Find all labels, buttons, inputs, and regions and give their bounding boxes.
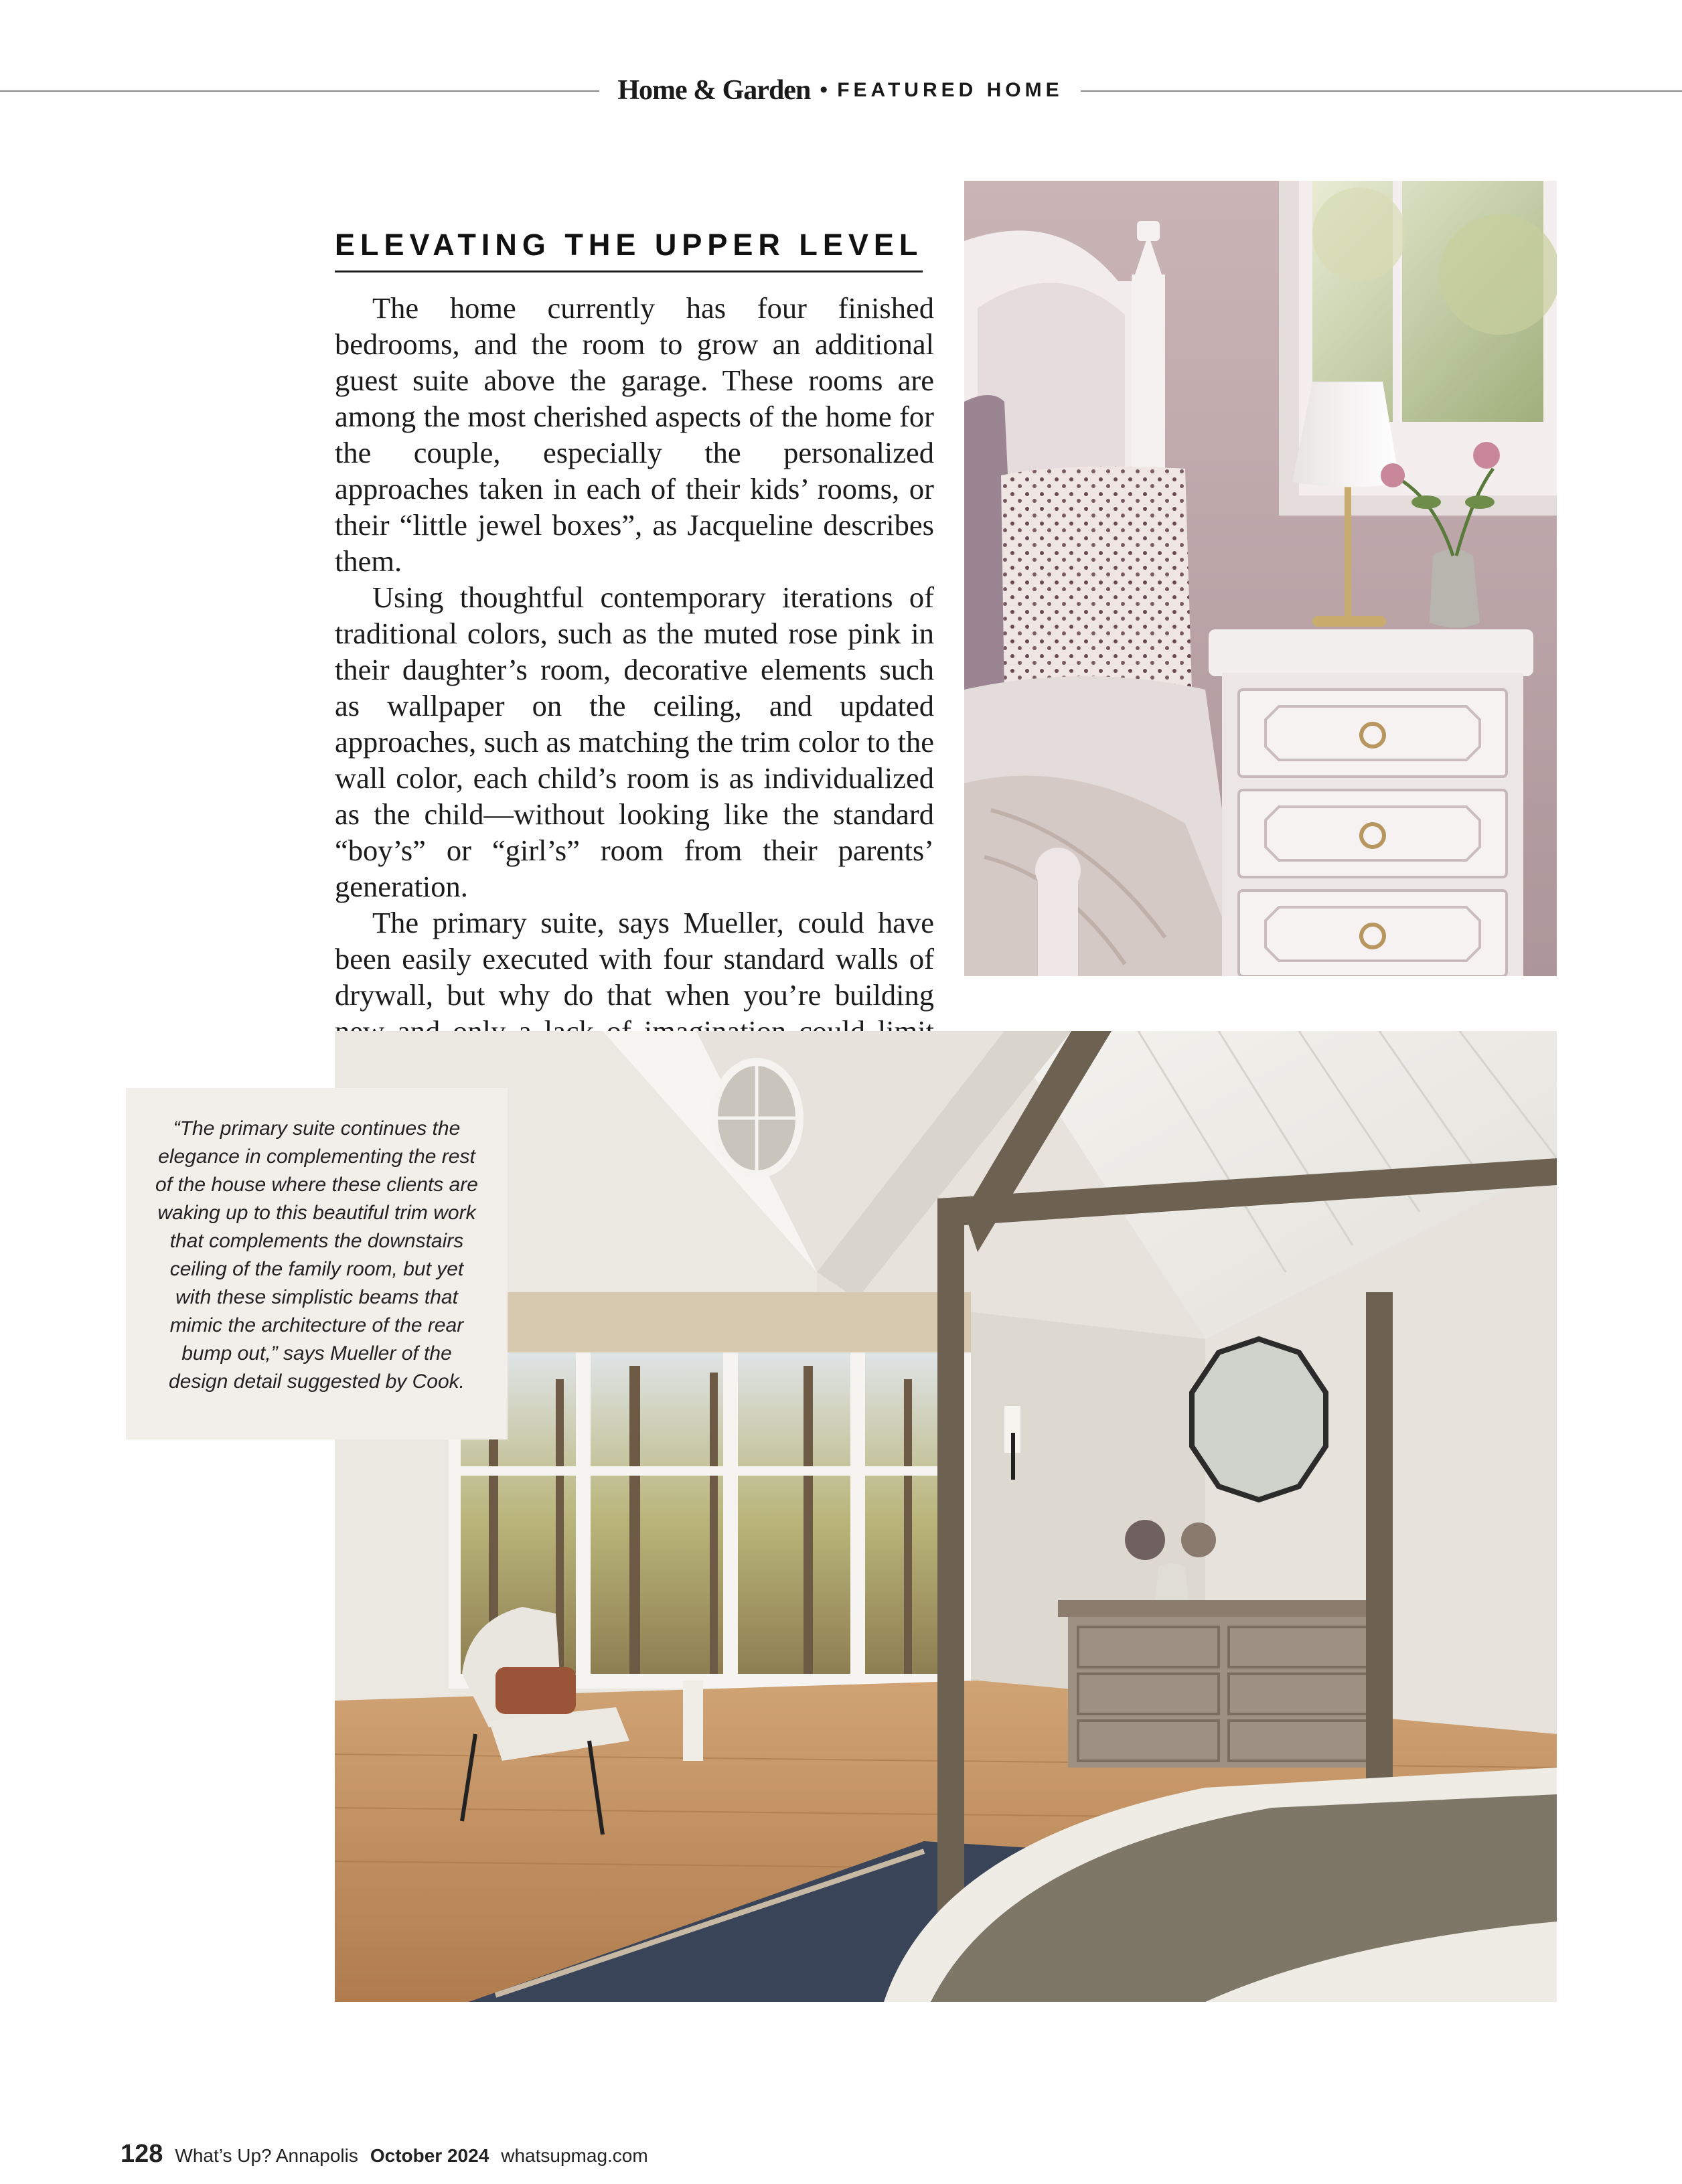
article-paragraph: The primary suite, says Mueller, could have been easily executed with four standard walls of drywall, but why do that when you’re building — [335, 906, 934, 1012]
header-rule-left — [0, 90, 599, 92]
page-number: 128 — [121, 2140, 163, 2168]
article-heading: ELEVATING THE UPPER LEVEL — [335, 228, 923, 272]
header-separator: • — [820, 78, 828, 102]
article-paragraph: Using thoughtful contemporary iterations of traditional colors, such as the muted rose pink in their daughter’s room, decorative elements such as wallpaper on the ceiling, and updated approaches, such as matching the trim color to the wall color, each child’s room is as individualized as the child—without looking like the standard “boy’s” or “girl’s” room from their parents’ generation. — [335, 580, 934, 903]
magazine-name: What’s Up? Annapolis — [175, 2145, 358, 2166]
header-rule-right — [1081, 90, 1682, 92]
bedroom-nightstand-photo — [964, 181, 1557, 976]
article-paragraph: The home currently has four finished bedrooms, and the room to grow an additional guest suite above the garage. These rooms are among the most cherished aspects of the home for the couple, especially the personalized approaches taken in each of their kids’ rooms, or their “little jewel boxes”, as Jacqueline describes them. — [335, 291, 934, 578]
section-label: FEATURED HOME — [837, 79, 1063, 101]
primary-suite-photo — [335, 1031, 1557, 2002]
section-brand: Home & Garden — [617, 75, 811, 106]
website-link[interactable]: whatsupmag.com — [501, 2145, 648, 2166]
running-header — [606, 68, 1075, 112]
article-body — [335, 228, 934, 1085]
issue-date: October 2024 — [370, 2145, 489, 2166]
page-footer — [121, 2140, 648, 2173]
pull-quote: “The primary suite continues the elegance in complementing the rest of the house where these clients are waking up to this beautiful trim work that complements the downstairs ceiling of the family room, but yet with these simplistic beams that mimic the architecture of the rear bump out,” says Mueller of the design detail suggested by Cook. — [126, 1088, 508, 1439]
